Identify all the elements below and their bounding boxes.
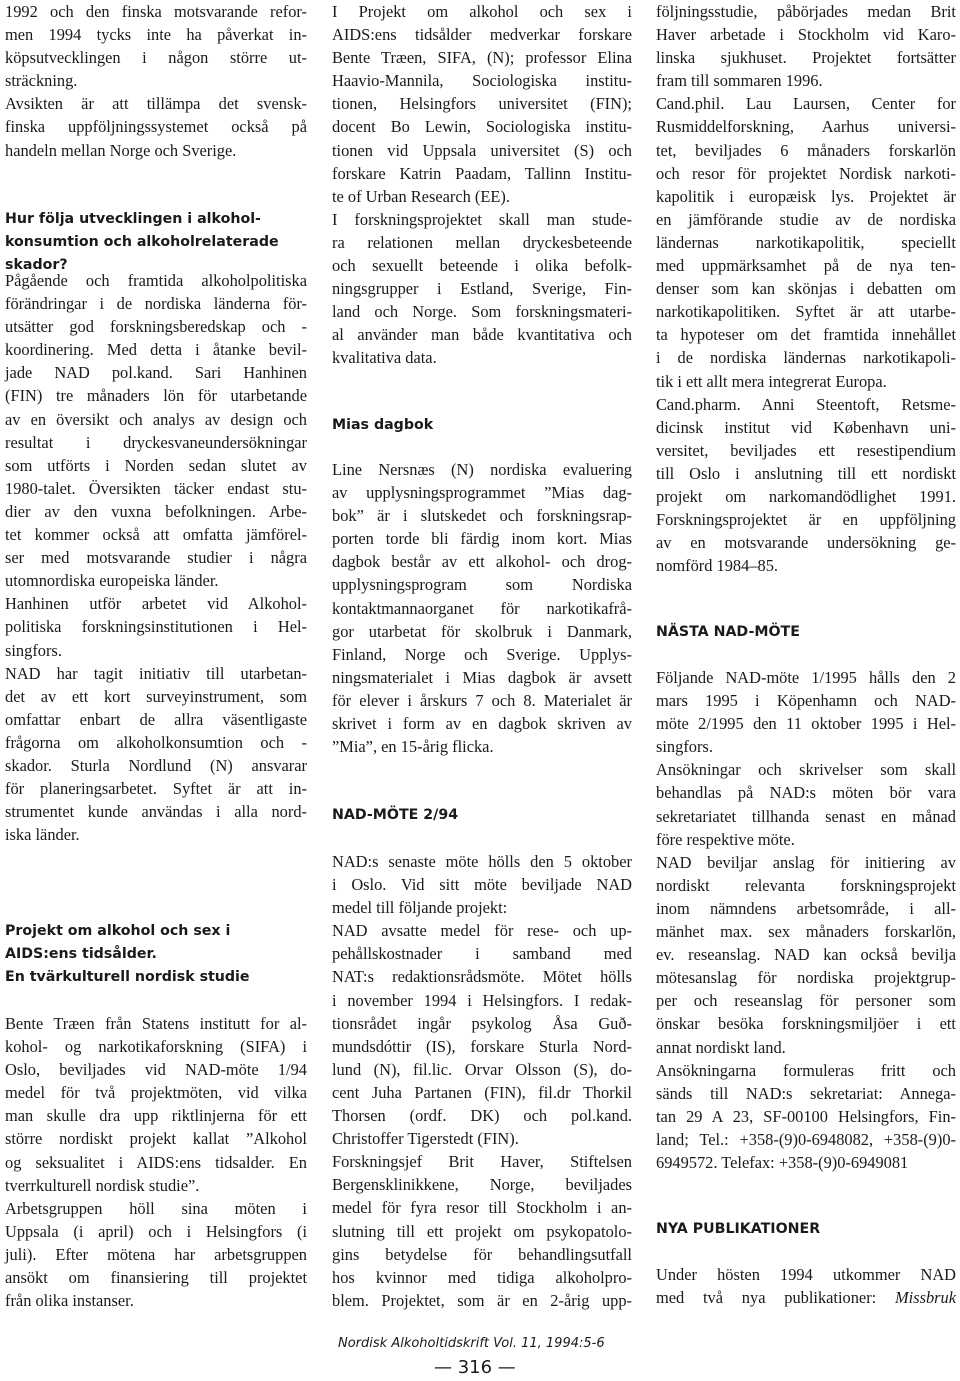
- text-block: [656, 621, 956, 644]
- text-line: ra relationen mellan dryckesbeteende: [332, 232, 632, 252]
- text-line: man skulle dra upp riktlinjerna för ett: [5, 1106, 307, 1126]
- text-line: av en översikt och analys av design och: [5, 409, 307, 429]
- text-line: resultat i dryckesvaneundersökningar: [5, 432, 307, 452]
- text-line: i de nordiska ländernas narkotikapoli-: [656, 348, 956, 368]
- text-line: tionsrådet ingår psykolog Åsa Guð-: [332, 1013, 632, 1033]
- text-line: NAD har tagit initiativ till utarbetan-: [5, 663, 307, 683]
- text-line: nordiskt relevanta forskningsprojekt: [656, 875, 956, 895]
- text-line: kapolitik i europæisk lys. Projektet är: [656, 186, 956, 206]
- text-line: Uppsala (i april) och i Helsingfors (i: [5, 1221, 307, 1241]
- text-line: versitet, beviljades ett resestipendium: [656, 440, 956, 460]
- text-line: slutning till ett projekt om psykopatolo-: [332, 1221, 632, 1241]
- text-line: önskar besöka forskningsmiljöer i ett: [656, 1014, 956, 1034]
- text-line: 1992 och den finska motsvarande refor-: [5, 2, 307, 21]
- text-line: lund (N), fil.lic. Orvar Olsson (S), do-: [332, 1059, 632, 1079]
- text-line: ansökt om finansiering till projektet: [5, 1268, 307, 1288]
- text-line: följningsstudie, påbörjades medan Brit: [656, 2, 956, 21]
- journal-footer: Nordisk Alkoholtidskrift Vol. 11, 1994:5-6: [338, 1336, 605, 1351]
- text-line: dier av den vuxna befolkningen. Arbe-: [5, 501, 307, 521]
- text-line: men 1994 tycks inte ha påverkat in-: [5, 25, 307, 45]
- section-heading: skador?: [5, 257, 68, 274]
- text-line: för elever i årskurs 7 och 8. Materialet är: [332, 690, 632, 710]
- section-heading: Hur följa utvecklingen i alkohol-: [5, 211, 261, 227]
- text-line: handeln mellan Norge och Sverige.: [5, 140, 237, 160]
- text-line: tverrkulturell nordisk studie”.: [5, 1175, 200, 1195]
- text-line: fram till sommaren 1996.: [656, 71, 823, 91]
- text-block: [5, 920, 307, 989]
- text-block: [656, 1263, 956, 1309]
- text-line: i Oslo. Vid sitt möte beviljade NAD: [332, 875, 632, 895]
- text-line: ta hypoteser om det framtida innehållet: [656, 325, 956, 345]
- text-line: Line Nersnæs (N) nordiska evaluering: [332, 460, 632, 479]
- text-line: tionen, Helsingfors universitet (FIN);: [332, 94, 632, 114]
- text-line: iska länder.: [5, 825, 80, 845]
- text-line: narkotikapolitiken. Syftet är att utarbe-: [656, 302, 956, 322]
- text-line: mars 1995 i Köpenhamn och NAD-: [656, 691, 956, 711]
- text-line: medel för fyra resor till Stockholm i an-: [332, 1198, 632, 1218]
- text-line: singfors.: [5, 640, 62, 660]
- text-line: jade NAD pol.kand. Sari Hanhinen: [5, 363, 307, 383]
- text-line: Bente Træen, SIFA, (N); professor Elina: [332, 48, 632, 68]
- text-block: [332, 414, 632, 437]
- text-line: av en motsvarande undersökning ge-: [656, 533, 956, 553]
- text-line: ningsmaterialet i Mias dagbok är avsett: [332, 667, 632, 687]
- text-block: [332, 850, 632, 1312]
- text-line: Forskningsjef Brit Haver, Stiftelsen: [332, 1152, 632, 1172]
- text-line: NAD:s senaste möte hölls den 5 oktober: [332, 852, 632, 871]
- text-line: Under hösten 1994 utkommer NAD: [656, 1265, 956, 1284]
- text-line: NAD avsatte medel för rese- och up-: [332, 921, 632, 941]
- text-line: tet, beviljades 6 månaders forskarlön: [656, 140, 956, 160]
- text-line: gor utarbetat för skolbruk i Danmark,: [332, 621, 632, 641]
- text-line: ser med motsvarande studier i några: [5, 548, 307, 568]
- text-line: en jämförande studie av de nordiska: [656, 209, 956, 229]
- section-heading: NYA PUBLIKATIONER: [656, 1221, 821, 1237]
- text-block: [5, 1012, 307, 1312]
- text-line: Bente Træen från Statens institutt for al-: [5, 1014, 307, 1033]
- text-line: blem. Projektet, som är en 2-årig upp-: [332, 1290, 632, 1310]
- text-line: med uppmärksamhet på de nya ten-: [656, 256, 956, 276]
- text-line: från olika instanser.: [5, 1291, 134, 1311]
- text-line: cent Juha Partanen (FIN), fil.dr Thorkil: [332, 1082, 632, 1102]
- text-line: sträckning.: [5, 71, 78, 91]
- section-heading: AIDS:ens tidsålder.: [5, 946, 157, 963]
- text-line: tan 29 A 23, SF-00100 Helsingfors, Fin-: [656, 1106, 956, 1126]
- text-block: [656, 0, 956, 577]
- text-line: förändringar i de nordiska länderna för-: [5, 294, 307, 314]
- text-line: före respektive möte.: [656, 829, 795, 849]
- section-heading: NÄSTA NAD-MÖTE: [656, 624, 800, 640]
- text-block: [332, 0, 632, 370]
- text-line: och sexuellt beteende i olika befolk-: [332, 256, 632, 276]
- text-line: singfors.: [656, 737, 713, 757]
- text-line: land; Tel.: +358-(9)0-6948082, +358-(9)0-: [656, 1129, 956, 1149]
- text-line: omfattar enbart de allra väsentligaste: [5, 709, 307, 729]
- text-line: Pågående och framtida alkoholpolitiska: [5, 271, 307, 290]
- text-line: Forskningsprojektet är en uppföljning: [656, 510, 956, 530]
- text-line: bok” är i slutskedet och forskningsrap-: [332, 506, 632, 526]
- text-block: [332, 804, 632, 827]
- text-line: köpsutvecklingen i någon större ut-: [5, 48, 307, 68]
- text-line: 6949572. Telefax: +358-(9)0-6949081: [656, 1152, 909, 1172]
- text-line: i november 1994 i Helsingfors. I redak-: [332, 990, 632, 1010]
- text-line: Ansökningar och skrivelser som skall: [656, 760, 956, 780]
- text-line: Följande NAD-möte 1/1995 hålls den 2: [656, 668, 956, 687]
- text-line: tik i ett allt mera integrerat Europa.: [656, 371, 887, 391]
- text-line: medel för två projektmöten, vid vilka: [5, 1083, 307, 1103]
- text-line: sänds till NAD:s sekretariat: Annega-: [656, 1083, 956, 1103]
- text-line: politiska forskningsinstitutionen i Hel-: [5, 617, 307, 637]
- text-line: kohol- og narkotikaforskning (SIFA) i: [5, 1037, 307, 1057]
- text-line: NAD beviljar anslag för initiering av: [656, 852, 956, 872]
- text-line: det av ett kort surveyinstrument, som: [5, 686, 307, 706]
- text-line: tet kommer också att omfatta jämförel-: [5, 525, 307, 545]
- text-block: [5, 208, 307, 277]
- text-line: behandlas på NAD:s möten bör vara: [656, 783, 956, 803]
- publication-title: Missbruk: [894, 1288, 956, 1308]
- text-line: Haver arbetade i Stockholm vid Karo-: [656, 25, 956, 45]
- text-block: [656, 666, 956, 1174]
- text-block: [5, 269, 307, 846]
- text-line: 1980-talet. Översikten täcker endast stu-: [5, 478, 307, 498]
- text-line: AIDS:ens tidsålder medverkar forskare: [332, 25, 632, 45]
- text-block: [332, 458, 632, 758]
- text-line: för planeringsarbetet. Syftet är att in-: [5, 779, 307, 799]
- text-line: hos kvinnor med tidiga alkoholpro-: [332, 1267, 632, 1287]
- text-line: juli). Efter mötena har arbetsgruppen: [5, 1244, 307, 1264]
- text-line: kvalitativa data.: [332, 348, 437, 368]
- text-line: skrivet i form av en dagbok skriven av: [332, 714, 632, 734]
- text-line: annat nordiskt land.: [656, 1037, 786, 1057]
- text-line: ländernas narkotikapolitik, speciellt: [656, 232, 956, 252]
- text-line: Thorsen (ordf. DK) och pol.kand.: [332, 1106, 632, 1126]
- text-line: dagbok består av ett alkohol- och drog-: [332, 552, 632, 572]
- text-line: mundsdóttir (IS), forskare Sturla Nord-: [332, 1036, 632, 1056]
- text-line: koordinering. Med detta i åtanke bevil-: [5, 340, 307, 360]
- text-line: pehållskostnader i samband med: [332, 944, 632, 964]
- text-line: och resor för projektet Nordisk narkoti-: [656, 163, 956, 183]
- text-line: denser som kan skönjas i debatten om: [656, 279, 956, 299]
- text-line: mötesanslag för nordiska projektgrup-: [656, 968, 956, 988]
- text-line: Rusmiddelforskning, Aarhus universi-: [656, 117, 956, 137]
- text-line: Avsikten är att tillämpa det svensk-: [5, 94, 307, 114]
- text-line: I forskningsprojektet skall man stude-: [332, 209, 632, 229]
- text-block: [656, 1218, 956, 1241]
- section-heading: En tvärkulturell nordisk studie: [5, 969, 250, 986]
- text-line: ev. reseanslag. NAD kan också bevilja: [656, 945, 956, 965]
- text-line: I Projekt om alkohol och sex i: [332, 2, 632, 21]
- text-line: ”Mia”, en 15-årig flicka.: [332, 737, 494, 757]
- text-line: frågorna om alkoholkonsumtion och -: [5, 732, 307, 752]
- text-line: större nordiskt projekt kallat ”Alkohol: [5, 1129, 307, 1149]
- text-line: tionen vid Uppsala universitet (S) och: [332, 140, 632, 160]
- text-line: mänhet max. sex månaders forskarlön,: [656, 922, 956, 942]
- section-heading: konsumtion och alkoholrelaterade: [5, 234, 279, 251]
- text-line: finska uppföljningssystemet också på: [5, 117, 307, 137]
- text-line: linska sjukhuset. Projektet fortsätter: [656, 48, 956, 68]
- text-line: land och Norge. Som forskningsmateri-: [332, 302, 632, 322]
- text-line: per och reseanslag för personer som: [656, 991, 956, 1011]
- text-line: te of Urban Research (EE).: [332, 186, 510, 206]
- page-number: — 316 —: [434, 1357, 516, 1378]
- text-line: strumentet kunde användas i alla nord-: [5, 802, 307, 822]
- text-line: NAT:s redaktionsrådsmöte. Mötet hölls: [332, 967, 632, 987]
- text-line: Cand.phil. Lau Laursen, Center for: [656, 94, 956, 114]
- text-line: Cand.pharm. Anni Steentoft, Retsme-: [656, 394, 956, 414]
- text-line: inom nämndens arbetsområde, i all-: [656, 898, 956, 918]
- section-heading: Projekt om alkohol och sex i: [5, 923, 231, 939]
- text-line: al använder man både kvantitativa och: [332, 325, 632, 345]
- text-line: upplysningsprogram som Nordiska: [332, 575, 632, 595]
- text-line: sekretariatet tillhanda senast en månad: [656, 806, 956, 826]
- text-line: medel till följande projekt:: [332, 898, 508, 918]
- text-line: till Oslo i anslutning till ett nordiskt: [656, 463, 956, 483]
- section-heading: NAD-MÖTE 2/94: [332, 807, 459, 823]
- text-line: Oslo, beviljades vid NAD-möte 1/94: [5, 1060, 307, 1080]
- text-line: dicinsk institut vid København uni-: [656, 417, 956, 437]
- text-line: gins betydelse för behandlingsutfall: [332, 1244, 632, 1264]
- text-line: kontaktmannaorganet för narkotikafrå-: [332, 598, 632, 618]
- text-line: Haavio-Mannila, Sociologiska institu-: [332, 71, 632, 91]
- text-line: möte 2/1995 den 11 oktober 1995 i Hel-: [656, 714, 956, 734]
- text-line: med två nya publikationer: Missbruk: [656, 1288, 956, 1308]
- text-line: porten torde bli färdig inom kort. Mias: [332, 529, 632, 549]
- text-line: nomförd 1984–85.: [656, 556, 779, 576]
- text-line: (FIN) tre månaders lön för utarbetande: [5, 386, 307, 406]
- text-line: Finland, Norge och Sverige. Upplys-: [332, 644, 632, 664]
- text-line: forskare Katrin Paadam, Tallinn Institu-: [332, 163, 632, 183]
- text-line: utsätter god forskningsberedskap och -: [5, 317, 307, 337]
- text-line: utomnordiska europeiska länder.: [5, 571, 219, 591]
- text-line: Ansökningarna formuleras fritt och: [656, 1060, 956, 1080]
- text-line: av upplysningsprogrammet ”Mias dag-: [332, 483, 632, 503]
- text-line: Christoffer Tigerstedt (FIN).: [332, 1129, 519, 1149]
- text-block: [5, 0, 307, 162]
- text-line: skador. Sturla Nordlund (N) ansvarar: [5, 755, 307, 775]
- text-line: Arbetsgruppen höll sina möten i: [5, 1198, 307, 1218]
- text-line: og seksualitet i AIDS:ens tidsalder. En: [5, 1152, 307, 1172]
- text-line: ningsgrupper i Estland, Sverige, Fin-: [332, 279, 632, 299]
- section-heading: Mias dagbok: [332, 417, 434, 433]
- text-line: Hanhinen utför arbetet vid Alkohol-: [5, 594, 307, 614]
- text-line: docent Bo Lewin, Sociologiska institu-: [332, 117, 632, 137]
- text-line: som utförts i Norden sedan slutet av: [5, 455, 307, 475]
- text-line: projekt om narkomandödlighet 1991.: [656, 486, 956, 506]
- text-line: Bergensklinikkene, Norge, beviljades: [332, 1175, 632, 1195]
